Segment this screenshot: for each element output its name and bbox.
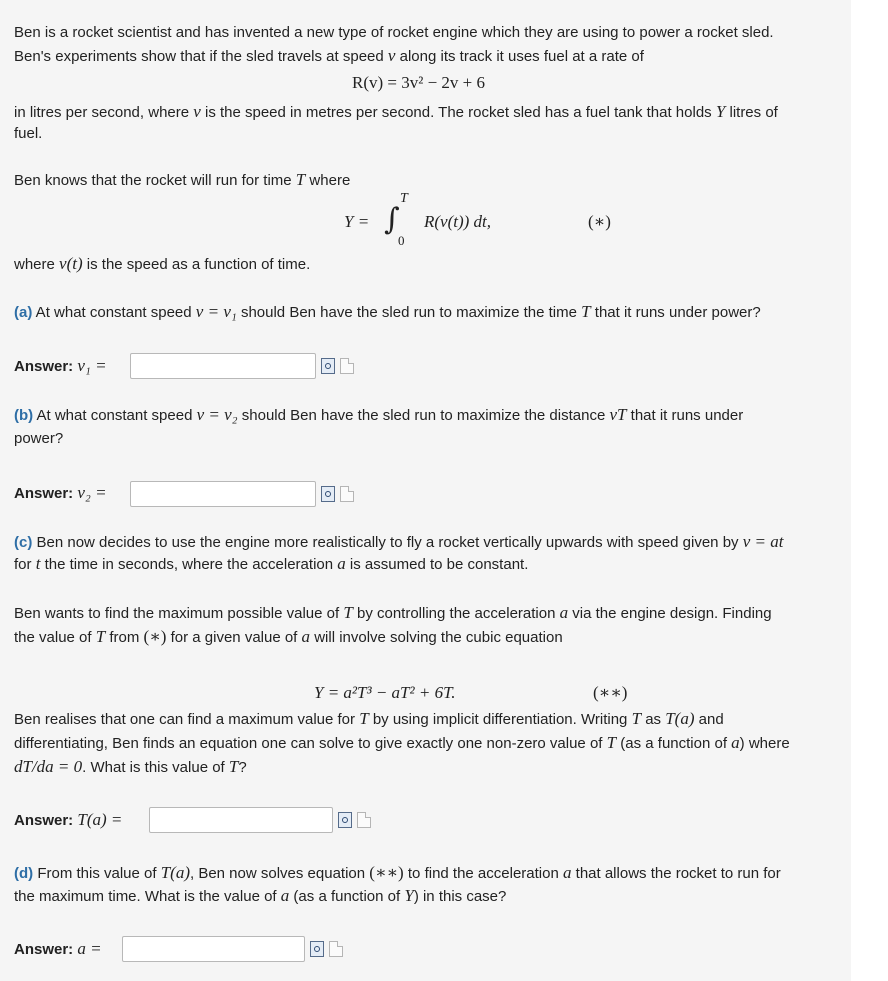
intro-line-4: fuel.: [14, 125, 43, 142]
part-b-answer-input[interactable]: [130, 481, 316, 507]
part-c-help-icon[interactable]: [357, 812, 371, 828]
speed-function-note: where v(t) is the speed as a function of time.: [14, 254, 311, 273]
fuel-rate-equation: R(v) = 3v² − 2v + 6: [352, 73, 486, 92]
part-c-paragraph-3-line-3: dT/da = 0. What is this value of T?: [14, 757, 247, 776]
integral-lower-limit: 0: [398, 233, 405, 248]
part-a-question: (a) At what constant speed v = v₁ should Ben have the sled run to maximize the time T that it runs under power?: [14, 302, 761, 321]
intro-line-2: Ben's experiments show that if the sled travels at speed v along its track it uses fuel at a rate of: [14, 46, 644, 65]
part-d-answer-label: Answer: a =: [14, 939, 102, 958]
integral-intro: Ben knows that the rocket will run for time T where: [14, 170, 351, 189]
part-d-help-icon[interactable]: [329, 941, 343, 957]
integral-lhs: Y =: [344, 212, 370, 231]
part-c-question-line-2: for t the time in seconds, where the acceleration a is assumed to be constant.: [14, 554, 529, 573]
part-d-question-line-1: (d) From this value of T(a), Ben now solves equation (∗∗) to find the acceleration a that allows the rocket to run for: [14, 863, 781, 882]
part-b-answer-label: Answer: v₂ =: [14, 483, 107, 502]
part-b-preview-icon[interactable]: [321, 486, 335, 502]
intro-line-3: in litres per second, where v is the speed in metres per second. The rocket sled has a fuel tank that holds Y litres of: [14, 102, 778, 121]
integral-upper-limit: T: [400, 191, 408, 206]
part-c-paragraph-3-line-1: Ben realises that one can find a maximum value for T by using implicit differentiation. Writing T as T(a) and: [14, 709, 724, 728]
integral-body: R(v(t)) dt,: [424, 212, 492, 231]
part-a-help-icon[interactable]: [340, 358, 354, 374]
part-a-answer-label: Answer: v₁ =: [14, 356, 107, 375]
part-a-preview-icon[interactable]: [321, 358, 335, 374]
cubic-equation: Y = a²T³ − aT² + 6T.: [314, 683, 456, 702]
part-c-answer-input[interactable]: [149, 807, 333, 833]
part-c-preview-icon[interactable]: [338, 812, 352, 828]
part-d-answer-input[interactable]: [122, 936, 305, 962]
integral-tag: (∗): [588, 212, 611, 231]
cubic-equation-tag: (∗∗): [593, 683, 628, 702]
part-c-answer-label: Answer: T(a) =: [14, 810, 123, 829]
part-c-paragraph-2-line-1: Ben wants to find the maximum possible value of T by controlling the acceleration a via the engine design. Finding: [14, 603, 772, 622]
part-d-preview-icon[interactable]: [310, 941, 324, 957]
part-d-question-line-2: the maximum time. What is the value of a (as a function of Y) in this case?: [14, 886, 507, 905]
integral-sign: ∫: [384, 202, 400, 237]
part-b-question-line-1: (b) At what constant speed v = v₂ should Ben have the sled run to maximize the distance vT that it runs under: [14, 405, 744, 424]
part-a-answer-input[interactable]: [130, 353, 316, 379]
part-c-question-line-1: (c) Ben now decides to use the engine more realistically to fly a rocket vertically upwards with speed given by v = at: [14, 532, 784, 551]
part-b-help-icon[interactable]: [340, 486, 354, 502]
part-b-question-line-2: power?: [14, 430, 64, 447]
intro-line-1: Ben is a rocket scientist and has invented a new type of rocket engine which they are using to power a rocket sled.: [14, 24, 774, 41]
part-c-paragraph-2-line-2: the value of T from (∗) for a given value of a will involve solving the cubic equation: [14, 627, 563, 646]
part-c-paragraph-3-line-2: differentiating, Ben finds an equation one can solve to give exactly one non-zero value of T (as a function of a) where: [14, 733, 790, 752]
